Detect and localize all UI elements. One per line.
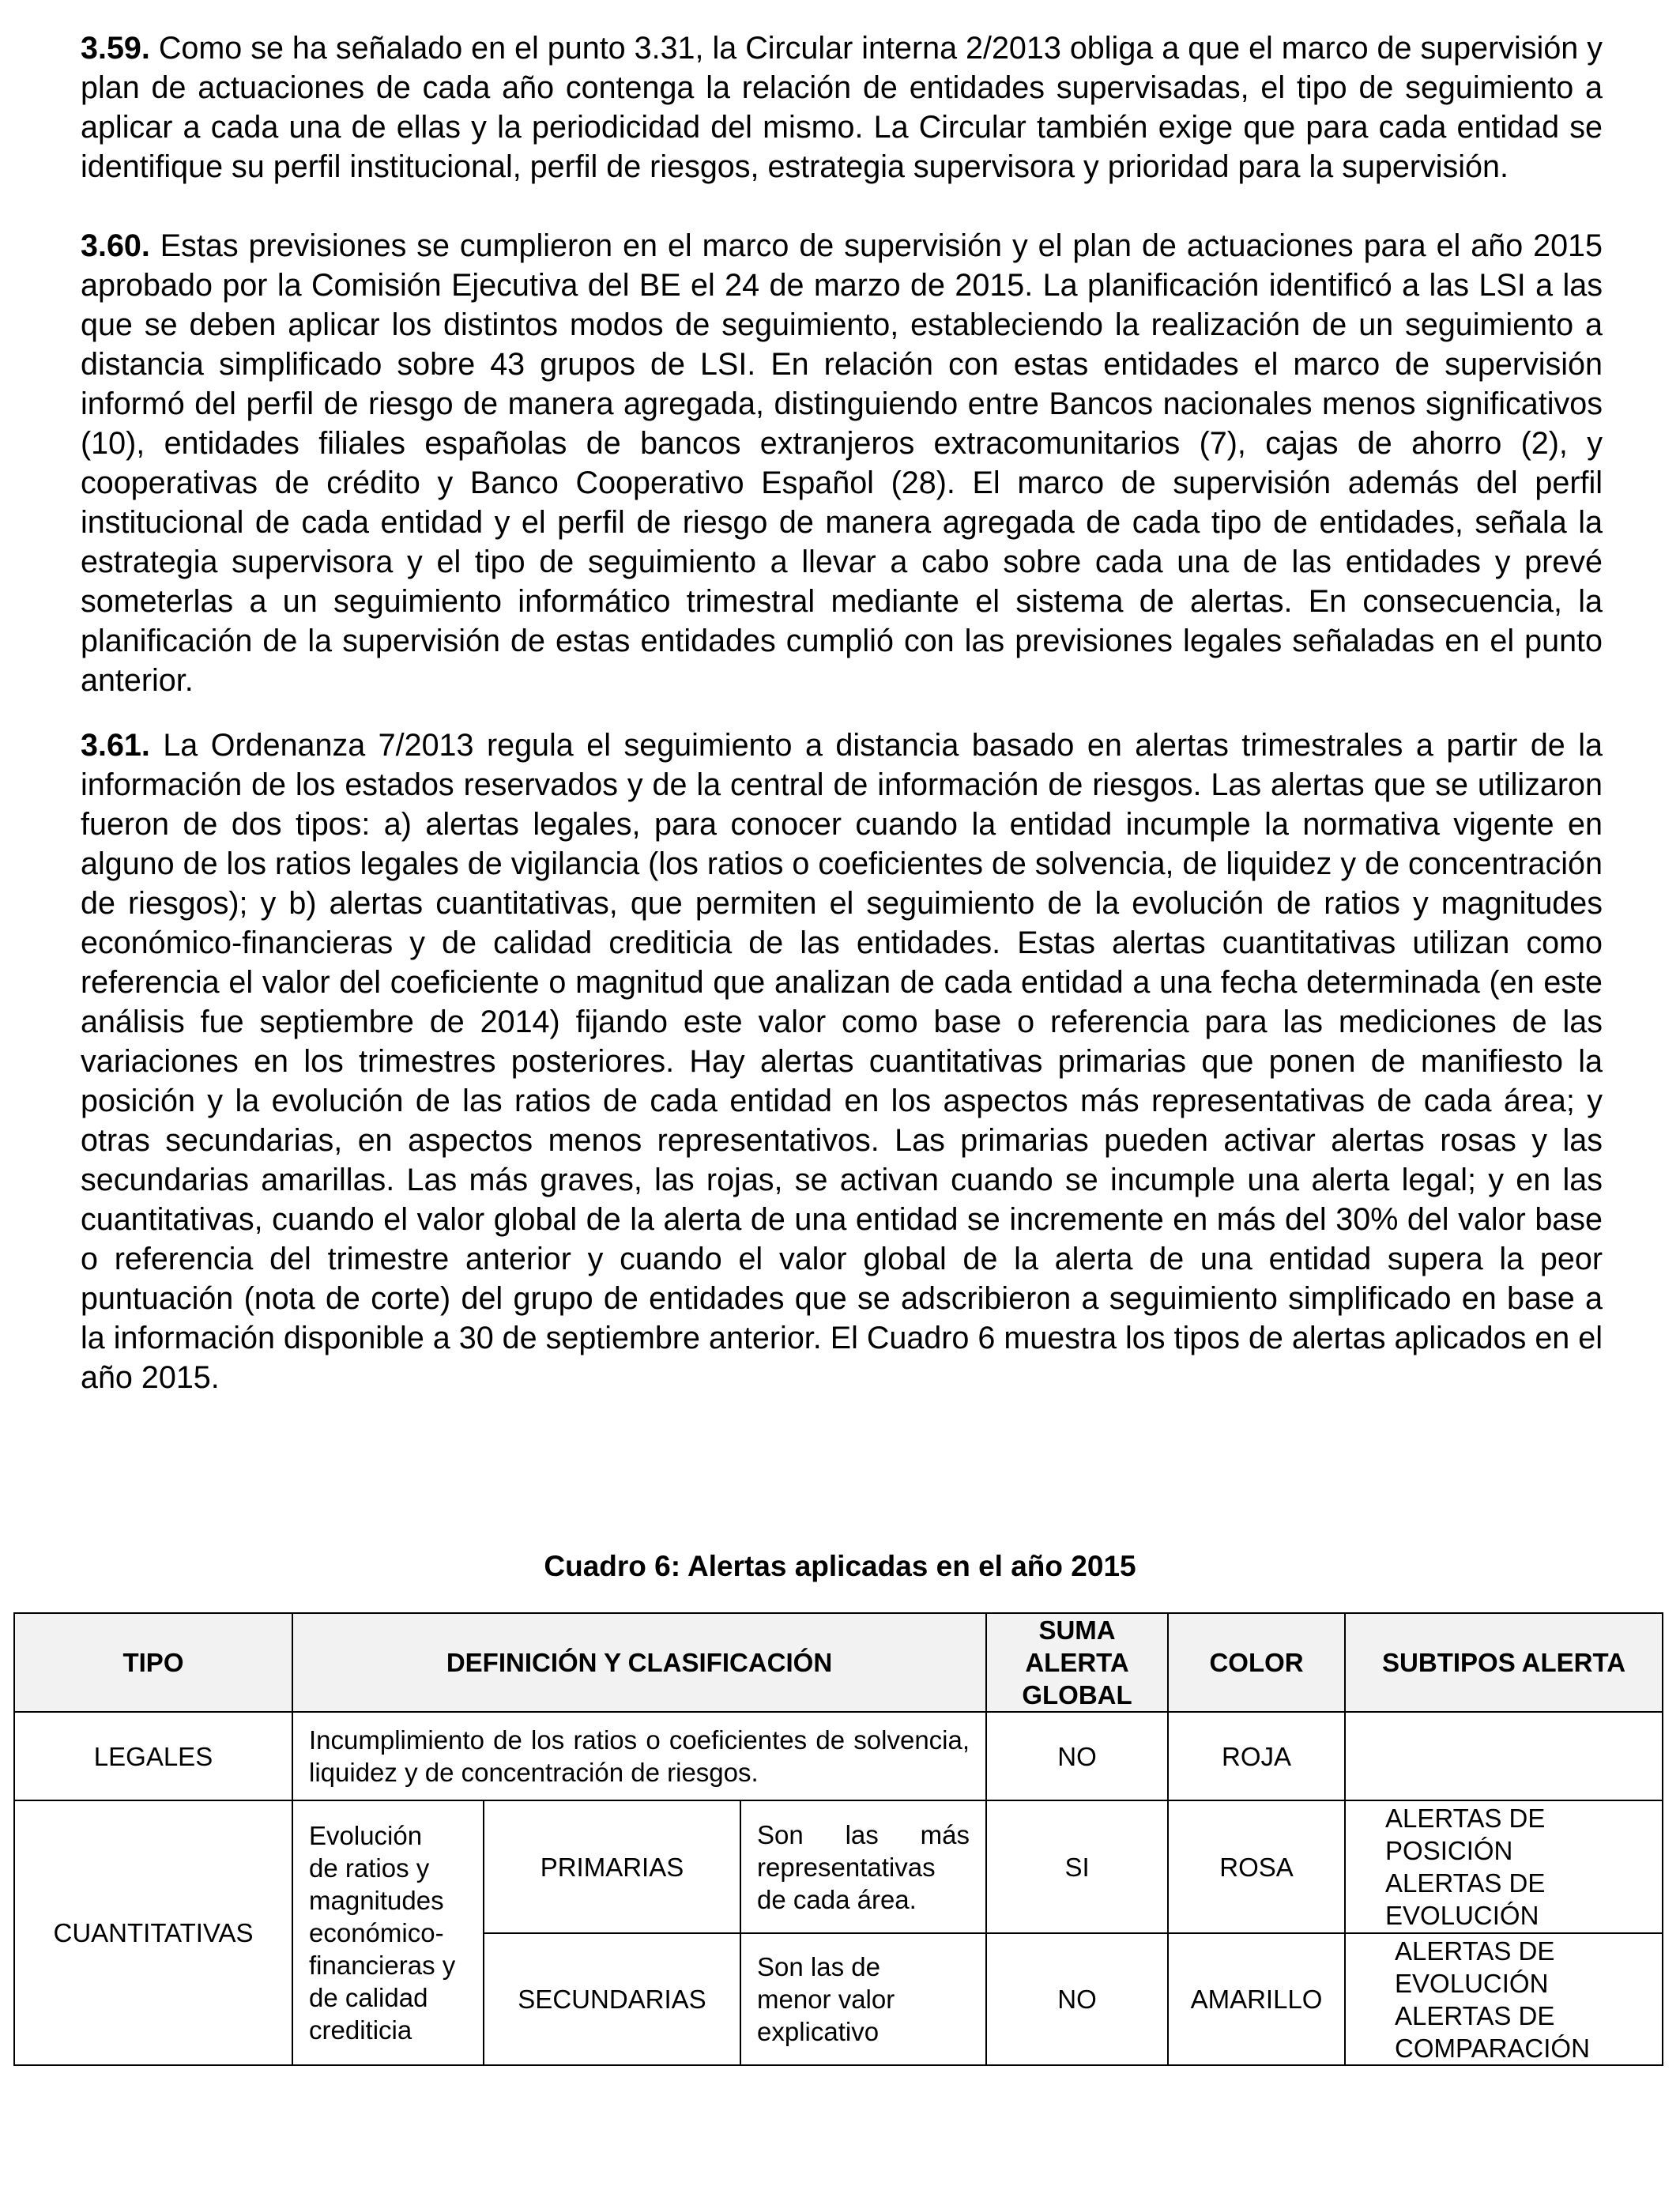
table-row-primarias <box>14 1800 1663 1933</box>
cell-color: AMARILLO <box>1168 1933 1345 2065</box>
cell-line: Son las más <box>757 1819 970 1849</box>
cell-line: ALERTAS DE <box>1385 1868 1546 1898</box>
cell-subtipos <box>1345 1933 1663 2065</box>
paragraph-text: La Ordenanza 7/2013 regula el seguimiento a distancia basado en alertas trimestrales a partir de la información de los estados reservados y de la central de información de riesgos. Las alertas que se utilizaron fueron de dos tipos: a) alertas legales, para conocer cuando la entidad incumple la normativa vigente en alguno de los ratios legales de vigilancia (los ratios o coeficientes de solvencia, de liquidez y de concentración de riesgos); y b) alertas cuantitativas, que permiten el seguimiento de la evolución de ratios y magnitudes económico-financieras y de calidad crediticia de las entidades. Estas alertas cuantitativas utilizan como referencia el valor del coeficiente o magnitud que analizan de cada entidad a una fecha determinada (en este análisis fue septiembre de 2014) fijando este valor como base o referencia para las mediciones de las variaciones en los trimestres posteriores. Hay alertas cuantitativas primarias que ponen de manifiesto la posición y la evolución de las ratios de cada entidad en los aspectos más representativas de cada área; y otras secundarias, en aspectos menos representativos. Las primarias pueden activar alertas rosas y las secundarias amarillas. Las más graves, las rojas, se activan cuando se incumple una alerta legal; y en las cuantitativas, cuando el valor global de la alerta de una entidad se incremente en más del 30% del valor base o referencia del trimestre anterior y cuando el valor global de la alerta de una entidad supera la peor puntuación (nota de corte) del grupo de entidades que se adscribieron a seguimiento simplificado en base a la información disponible a 30 de septiembre anterior. El Cuadro 6 muestra los tipos de alertas aplicados en el año 2015. <box>81 728 1603 1395</box>
cell-line: representativas <box>757 1852 936 1882</box>
cell-definicion <box>292 1800 484 2065</box>
header-suma-alerta-global <box>986 1613 1168 1712</box>
cell-clase: SECUNDARIAS <box>484 1933 740 2065</box>
paragraph-number: 3.61. <box>81 728 150 763</box>
cell-clase: PRIMARIAS <box>484 1800 740 1933</box>
cell-line: menor valor <box>757 1985 895 2014</box>
table-caption: Cuadro 6: Alertas aplicadas en el año 2015 <box>544 1550 1136 1582</box>
cell-color: ROSA <box>1168 1800 1345 1933</box>
cell-line: de calidad <box>309 1983 428 2012</box>
cell-line: magnitudes <box>309 1886 444 1915</box>
header-tipo: TIPO <box>14 1613 292 1712</box>
header-color: COLOR <box>1168 1613 1345 1712</box>
cell-line: EVOLUCIÓN <box>1385 1901 1539 1930</box>
cell-line: ALERTAS DE <box>1385 1804 1546 1833</box>
cell-line: de ratios y <box>309 1853 430 1883</box>
paragraph-text: Estas previsiones se cumplieron en el marco de supervisión y el plan de actuaciones para el año 2015 aprobado por la Comisión Ejecutiva del BE el 24 de marzo de 2015. La planificación identificó a las LSI a las que se deben aplicar los distintos modos de seguimiento, estableciendo la realización de un seguimiento a distancia simplificado sobre 43 grupos de LSI. En relación con estas entidades el marco de supervisión informó del perfil de riesgo de manera agregada, distinguiendo entre Bancos nacionales menos significativos (10), entidades filiales españolas de bancos extranjeros extracomunitarios (7), cajas de ahorro (2), y cooperativas de crédito y Banco Cooperativo Español (28). El marco de supervisión además del perfil institucional de cada entidad y el perfil de riesgo de manera agregada de cada tipo de entidades, señala la estrategia supervisora y el tipo de seguimiento a llevar a cabo sobre cada una de las entidades y prevé someterlas a un seguimiento informático trimestral mediante el sistema de alertas. En consecuencia, la planificación de la supervisión de estas entidades cumplió con las previsiones legales señaladas en el punto anterior. <box>81 228 1603 698</box>
cell-line: de cada área. <box>757 1884 917 1914</box>
paragraph-number: 3.60. <box>81 228 150 263</box>
header-suma-line: GLOBAL <box>1022 1680 1132 1710</box>
cell-tipo: CUANTITATIVAS <box>14 1800 292 2065</box>
cell-line: crediticia <box>309 2015 412 2045</box>
header-definicion: DEFINICIÓN Y CLASIFICACIÓN <box>292 1613 986 1712</box>
paragraph-3-60 <box>81 226 1603 700</box>
cell-line: COMPARACIÓN <box>1395 2033 1590 2063</box>
cell-subtipos <box>1345 1712 1663 1800</box>
paragraph-3-61 <box>81 726 1603 1397</box>
table-row-legales <box>14 1712 1663 1800</box>
paragraph-number: 3.59. <box>81 31 150 66</box>
header-suma-line: SUMA <box>1038 1615 1116 1645</box>
paragraph-text: Como se ha señalado en el punto 3.31, la Circular interna 2/2013 obliga a que el marco de supervisión y plan de actuaciones de cada año contenga la relación de entidades supervisadas, el tipo de seguimiento a aplicar a cada una de ellas y la periodicidad del mismo. La Circular también exige que para cada entidad se identifique su perfil institucional, perfil de riesgos, estrategia supervisora y prioridad para la supervisión. <box>81 31 1603 184</box>
cell-suma: NO <box>986 1933 1168 2065</box>
header-suma-line: ALERTA <box>1025 1648 1129 1677</box>
cell-descripcion <box>740 1800 986 1933</box>
cell-line: Son las de <box>757 1952 880 1981</box>
cell-line: Evolución <box>309 1821 423 1850</box>
cell-line: POSICIÓN <box>1385 1836 1513 1865</box>
paragraph-3-59 <box>81 28 1603 187</box>
cell-tipo: LEGALES <box>14 1712 292 1800</box>
cell-line: económico- <box>309 1918 444 1947</box>
cell-color: ROJA <box>1168 1712 1345 1800</box>
cell-definicion: Incumplimiento de los ratios o coeficientes de solvencia, liquidez y de concentración de riesgos. <box>292 1712 986 1800</box>
cell-line: explicativo <box>757 2017 880 2046</box>
cell-suma: NO <box>986 1712 1168 1800</box>
cell-subtipos <box>1345 1800 1663 1933</box>
cell-line: ALERTAS DE <box>1395 2000 1555 2030</box>
cell-descripcion <box>740 1933 986 2065</box>
header-subtipos: SUBTIPOS ALERTA <box>1345 1613 1663 1712</box>
document-body <box>81 28 1603 1397</box>
table-header-row <box>14 1613 1663 1712</box>
cell-line: financieras y <box>309 1951 456 1980</box>
alerts-table <box>13 1612 1663 2066</box>
cell-line: ALERTAS DE <box>1395 1936 1555 1966</box>
cell-line: EVOLUCIÓN <box>1395 1968 1549 1998</box>
cell-suma: SI <box>986 1800 1168 1933</box>
